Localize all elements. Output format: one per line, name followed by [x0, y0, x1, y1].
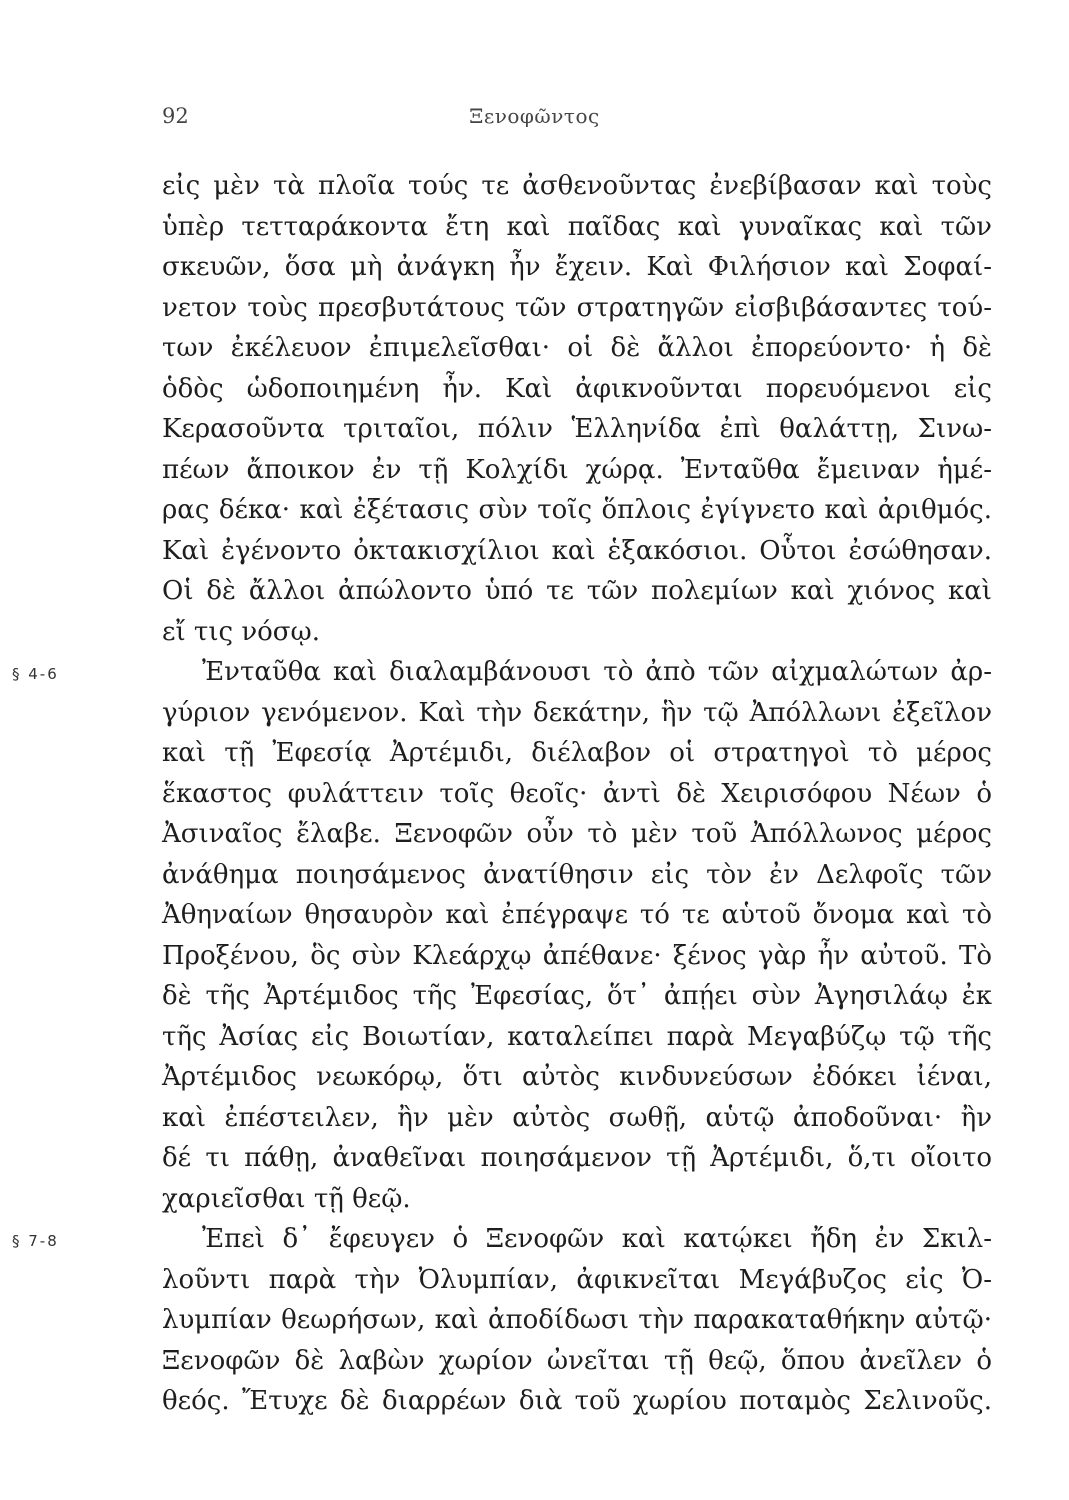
text-line: Ἀρτέμιδος νεωκόρῳ, ὅτι αὐτὸς κινδυνεύσων ἐδόκει ἰέναι, [162, 1062, 992, 1092]
text-line: Προξένου, ὃς σὺν Κλεάρχῳ ἀπέθανε· ξένος γὰρ ἦν αὐτοῦ. Τὸ [162, 940, 992, 971]
text-line: ρας δέκα· καὶ ἐξέτασις σὺν τοῖς ὅπλοις ἐγίγνετο καὶ ἀριθμός. [162, 495, 992, 525]
text-line: λοῦντι παρὰ τὴν Ὀλυμπίαν, ἀφικνεῖται Μεγάβυζος εἰς Ὀ- [162, 1264, 992, 1295]
running-head: Ξενοφῶντος [469, 104, 600, 128]
text-line: καὶ ἐπέστειλεν, ἢν μὲν αὐτὸς σωθῇ, αὑτῷ ἀποδοῦναι· ἢν [162, 1102, 992, 1133]
text-line: Ἀθηναίων θησαυρὸν καὶ ἐπέγραψε τό τε αὑτοῦ ὄνομα καὶ τὸ [162, 900, 992, 930]
text-line: Κερασοῦντα τριταῖοι, πόλιν Ἑλληνίδα ἐπὶ θαλάττῃ, Σινω- [162, 414, 992, 444]
text-line: ἀνάθημα ποιησάμενος ἀνατίθησιν εἰς τὸν ἐν Δελφοῖς τῶν [162, 859, 992, 890]
margin-line [12, 1219, 992, 1260]
text-line: των ἐκέλευον ἐπιμελεῖσθαι· οἱ δὲ ἄλλοι ἐπορεύοντο· ἡ δὲ [162, 333, 992, 363]
text-line: Ἀσιναῖος ἔλαβε. Ξενοφῶν οὖν τὸ μὲν τοῦ Ἀπόλλωνος μέρος [162, 819, 992, 849]
text-line: Ἐνταῦθα καὶ διαλαμβάνουσι τὸ ἀπὸ τῶν αἰχμαλώτων ἀρ- [202, 657, 992, 687]
text-line: Οἱ δὲ ἄλλοι ἀπώλοντο ὑπό τε τῶν πολεμίων καὶ χιόνος καὶ [162, 576, 992, 606]
text-line: τῆς Ἀσίας εἰς Βοιωτίαν, καταλείπει παρὰ Μεγαβύζῳ τῷ τῆς [162, 1021, 992, 1052]
page-number: 92 [162, 104, 189, 128]
text-line: εἰς μὲν τὰ πλοῖα τούς τε ἀσθενοῦντας ἐνεβίβασαν καὶ τοὺς [162, 171, 992, 201]
text-line: θεός. Ἔτυχε δὲ διαρρέων διὰ τοῦ χωρίου ποταμὸς Σελινοῦς. [162, 1386, 992, 1416]
text-line: λυμπίαν θεωρήσων, καὶ ἀποδίδωσι τὴν παρακαταθήκην αὐτῷ· [162, 1305, 992, 1335]
text-line: νετον τοὺς πρεσβυτάτους τῶν στρατηγῶν εἰσβιβάσαντες τού- [162, 292, 992, 323]
text-line: πέων ἄποικον ἐν τῇ Κολχίδι χώρᾳ. Ἐνταῦθα ἔμειναν ἡμέ- [162, 454, 992, 485]
text-line: ὁδὸς ὡδοποιημένη ἦν. Καὶ ἀφικνοῦνται πορευόμενοι εἰς [162, 373, 992, 404]
text-line: γύριον γενόμενον. Καὶ τὴν δεκάτην, ἣν τῷ Ἀπόλλωνι ἐξεῖλον [162, 697, 992, 728]
text-line: εἴ τις νόσῳ. [162, 616, 321, 647]
text-line: Ἐπεὶ δ᾽ ἔφευγεν ὁ Ξενοφῶν καὶ κατῴκει ἤδη ἐν Σκιλ- [202, 1224, 992, 1254]
text-line: ἕκαστος φυλάττειν τοῖς θεοῖς· ἀντὶ δὲ Χειρισόφου Νέων ὁ [162, 778, 992, 809]
text-line: καὶ τῇ Ἐφεσίᾳ Ἀρτέμιδι, διέλαβον οἱ στρατηγοὶ τὸ μέρος [162, 738, 992, 768]
text-line: Καὶ ἐγένοντο ὀκτακισχίλιοι καὶ ἑξακόσιοι. Οὗτοι ἐσώθησαν. [162, 535, 992, 566]
body-text [12, 166, 992, 1422]
margin-reference: § 4-6 [12, 665, 59, 683]
text-line: δέ τι πάθῃ, ἀναθεῖναι ποιησάμενον τῇ Ἀρτέμιδι, ὅ,τι οἴοιτο [162, 1143, 992, 1173]
margin-reference: § 7-8 [12, 1232, 59, 1250]
text-line: Ξενοφῶν δὲ λαβὼν χωρίον ὠνεῖται τῇ θεῷ, ὅπου ἀνεῖλεν ὁ [162, 1345, 992, 1376]
text-line: σκευῶν, ὅσα μὴ ἀνάγκη ἦν ἔχειν. Καὶ Φιλήσιον καὶ Σοφαί- [162, 252, 992, 282]
text-line: χαριεῖσθαι τῇ θεῷ. [162, 1183, 411, 1214]
text-line: δὲ τῆς Ἀρτέμιδος τῆς Ἐφεσίας, ὅτ᾽ ἀπῄει σὺν Ἀγησιλάῳ ἐκ [162, 981, 992, 1011]
margin-line [12, 652, 992, 693]
text-line: ὑπὲρ τετταράκοντα ἔτη καὶ παῖδας καὶ γυναῖκας καὶ τῶν [162, 211, 992, 242]
